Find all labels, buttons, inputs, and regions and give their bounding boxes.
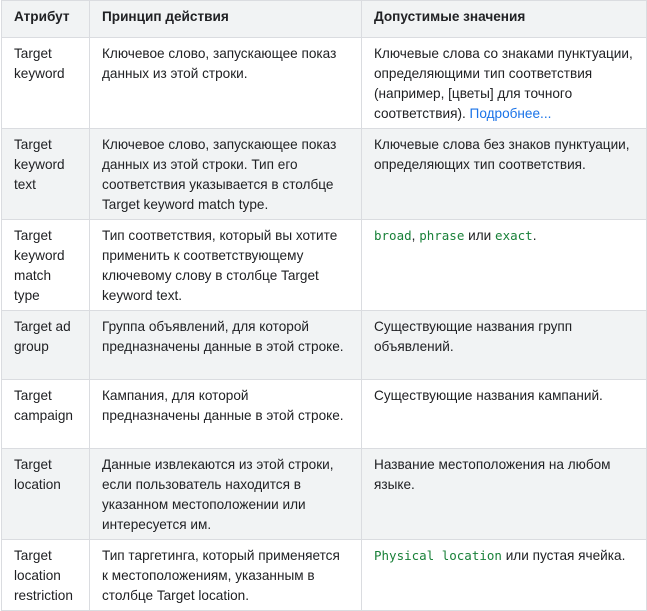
value-separator: или [464, 228, 496, 243]
cell-attribute: Target location [2, 449, 90, 540]
cell-attribute: Target keyword match type [2, 220, 90, 311]
cell-values [362, 220, 647, 311]
table-row [2, 540, 647, 611]
table-row [2, 449, 647, 540]
cell-values [362, 540, 647, 611]
value-code-exact: exact [495, 228, 533, 243]
header-attribute: Атрибут [2, 1, 90, 38]
table-header-row [2, 1, 647, 38]
value-code-phrase: phrase [419, 228, 465, 243]
cell-attribute: Target ad group [2, 311, 90, 380]
values-text: или пустая ячейка. [501, 548, 626, 563]
value-code-physical-location: Physical location [374, 548, 502, 563]
learn-more-link[interactable]: Подробнее... [469, 106, 552, 121]
attributes-table [1, 0, 647, 611]
cell-attribute: Target keyword [2, 38, 90, 129]
cell-values: Существующие названия кампаний. [362, 380, 647, 449]
cell-attribute: Target campaign [2, 380, 90, 449]
value-code-broad: broad [374, 228, 412, 243]
table-row [2, 129, 647, 220]
cell-principle: Тип соответствия, который вы хотите применить к соответствующему ключевому слову в столбце Target keyword text. [90, 220, 362, 311]
cell-values [362, 38, 647, 129]
cell-values: Существующие названия групп объявлений. [362, 311, 647, 380]
cell-attribute: Target location restriction [2, 540, 90, 611]
values-text: Ключевые слова со знаками пунктуации, определяющими тип соответствия (например, [цветы] для точного соответствия). [374, 46, 633, 121]
cell-principle: Ключевое слово, запускающее показ данных из этой строки. Тип его соответствия указывается в столбце Target keyword match type. [90, 129, 362, 220]
header-values: Допустимые значения [362, 1, 647, 38]
cell-values: Ключевые слова без знаков пунктуации, определяющих тип соответствия. [362, 129, 647, 220]
cell-principle: Кампания, для которой предназначены данные в этой строке. [90, 380, 362, 449]
cell-principle: Группа объявлений, для которой предназначены данные в этой строке. [90, 311, 362, 380]
cell-principle: Тип таргетинга, который применяется к местоположениям, указанным в столбце Target location. [90, 540, 362, 611]
value-separator: , [411, 228, 420, 243]
table-row [2, 311, 647, 380]
value-end: . [532, 228, 537, 243]
table-row [2, 220, 647, 311]
cell-values: Название местоположения на любом языке. [362, 449, 647, 540]
table-row [2, 38, 647, 129]
table-row [2, 380, 647, 449]
header-principle: Принцип действия [90, 1, 362, 38]
cell-principle: Ключевое слово, запускающее показ данных из этой строки. [90, 38, 362, 129]
cell-principle: Данные извлекаются из этой строки, если пользователь находится в указанном местоположении или интересуется им. [90, 449, 362, 540]
cell-attribute: Target keyword text [2, 129, 90, 220]
